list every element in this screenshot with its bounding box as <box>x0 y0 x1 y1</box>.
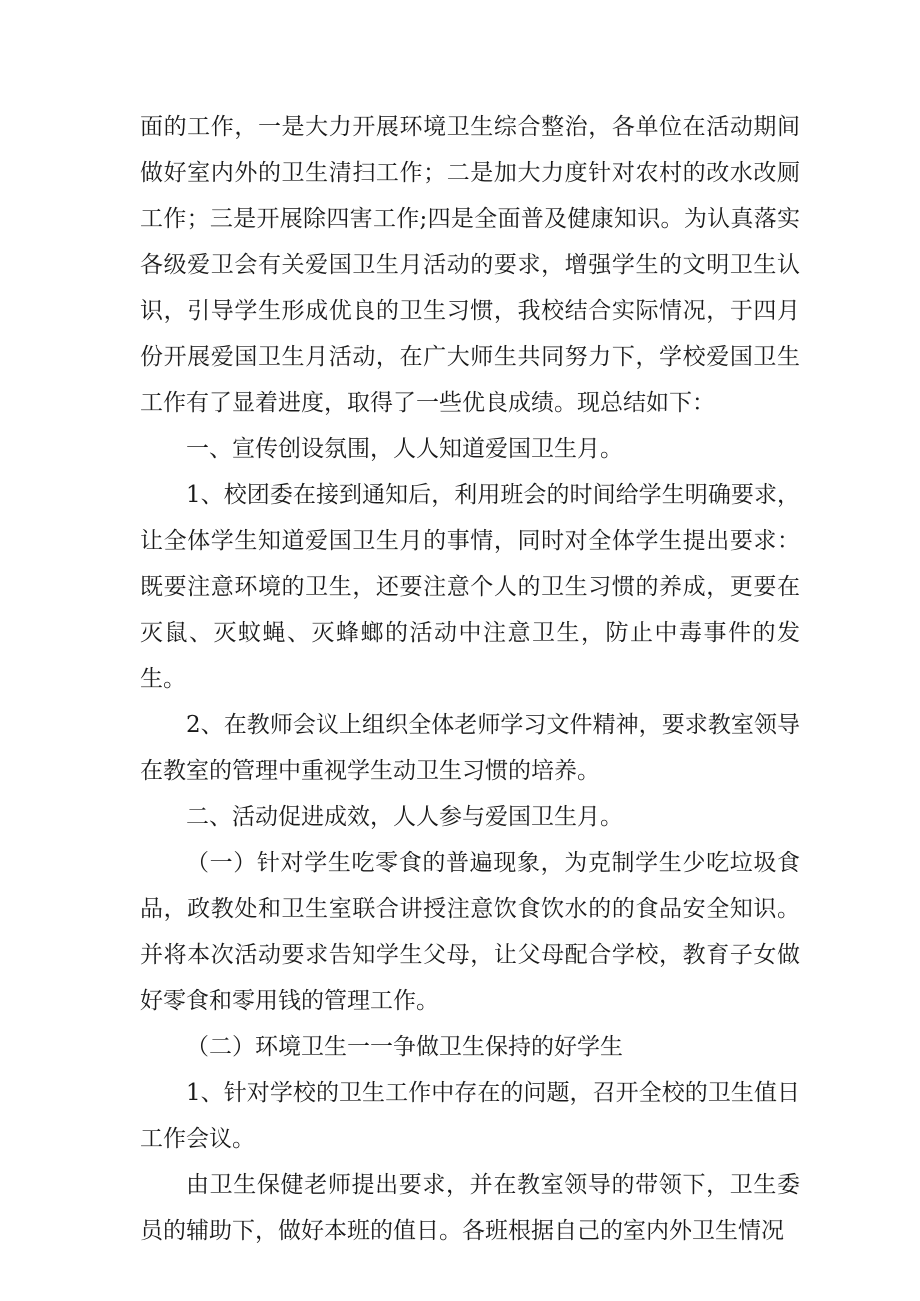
paragraph-intro: 面的工作，一是大力开展环境卫生综合整治，各单位在活动期间做好室内外的卫生清扫工作；二是加大力度针对农村的改水改厕工作；三是开展除四害工作;四是全面普及健康知识。为认真落实各级爱卫会有关爱国卫生月活动的要求，增强学生的文明卫生认识，引导学生形成优良的卫生习惯，我校结合实际情况，于四月份开展爱国卫生月活动，在广大师生共同努力下，学校爱国卫生工作有了显着进度，取得了一些优良成绩。现总结如下： <box>140 114 800 416</box>
paragraph-1-1: 1、校团委在接到通知后，利用班会的时间给学生明确要求，让全体学生知道爱国卫生月的事情，同时对全体学生提出要求：既要注意环境的卫生，还要注意个人的卫生习惯的养成，更要在灭鼠、灭蚊蝇、灭蜂螂的活动中注意卫生，防止中毒事件的发生。 <box>140 482 800 692</box>
subsection-heading-2-b: （二）环境卫生一一争做卫生保持的好学生 <box>186 1034 623 1060</box>
paragraph-2-b-2: 由卫生保健老师提出要求，并在教室领导的带领下，卫生委员的辅助下，做好本班的值日。各班根据自己的室内外卫生情况 <box>140 1172 800 1244</box>
section-heading-1: 一、宣传创设氛围，人人知道爱国卫生月。 <box>186 436 623 462</box>
section-heading-2: 二、活动促进成效，人人参与爱国卫生月。 <box>186 804 623 830</box>
document-body <box>140 104 800 1254</box>
paragraph-2-b-1: 1、针对学校的卫生工作中存在的问题，召开全校的卫生值日工作会议。 <box>140 1080 800 1152</box>
paragraph-1-2: 2、在教师会议上组织全体老师学习文件精神，要求教室领导在教室的管理中重视学生动卫生习惯的培养。 <box>140 712 800 784</box>
paragraph-2-a: （一）针对学生吃零食的普遍现象，为克制学生少吃垃圾食品，政教处和卫生室联合讲授注意饮食饮水的的食品安全知识。并将本次活动要求告知学生父母，让父母配合学校，教育子女做好零食和零用钱的管理工作。 <box>140 850 800 1014</box>
